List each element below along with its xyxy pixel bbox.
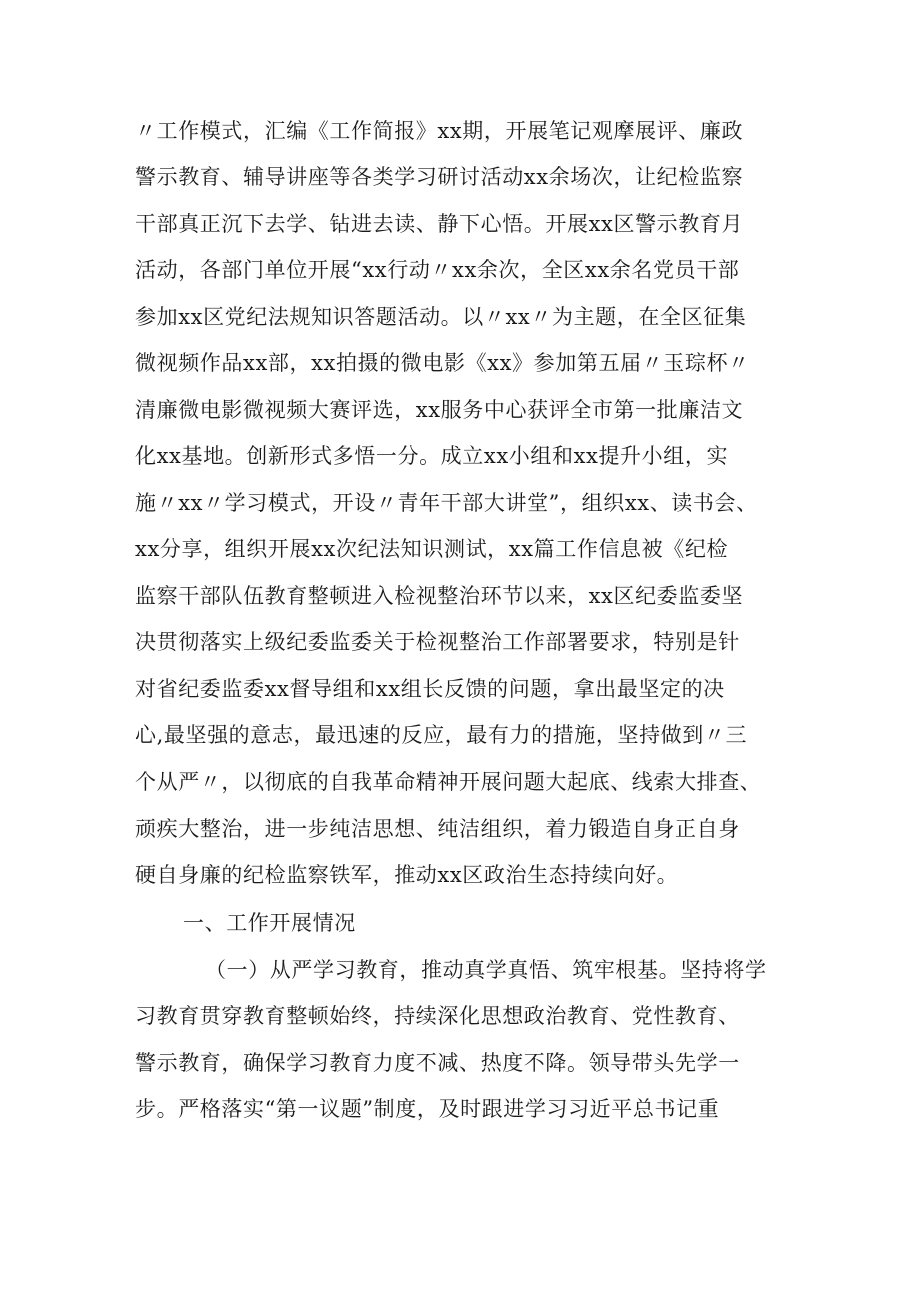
text-line: 顽疾大整治，进一步纯洁思想、纯洁组织，着力锻造自身正自身 [135,817,740,841]
text-line: 活动，各部门单位开展“xx行动〃xx余次，全区xx余名党员干部 [135,258,740,282]
text-line: 个从严〃，以彻底的自我革命精神开展问题大起底、线索大排查、 [135,770,762,794]
text-line: 步。严格落实“第一议题”制度，及时跟进学习习近平总书记重 [135,1097,720,1121]
text-line: 心,最坚强的意志，最迅速的反应，最有力的措施，坚持做到〃三 [135,723,748,747]
text-line: 对省纪委监委xx督导组和xx组长反馈的问题，拿出最坚定的决 [135,677,725,701]
text-line: 硬自身廉的纪检监察铁军，推动xx区政治生态持续向好。 [135,863,679,887]
text-line: 警示教育，确保学习教育力度不减、热度不降。领导带头先学一 [135,1051,740,1075]
text-line: 干部真正沉下去学、钻进去读、静下心悟。开展xx区警示教育月 [135,212,744,236]
text-line: 清廉微电影微视频大赛评选，xx服务中心获评全市第一批廉洁文 [135,398,744,422]
text-line: 参加xx区党纪法规知识答题活动。以〃xx〃为主题，在全区征集 [135,305,747,329]
text-line: 习教育贯穿教育整顿始终，持续深化思想政治教育、党性教育、 [135,1004,740,1028]
text-line: 监察干部队伍教育整顿进入检视整治环节以来，xx区纪委监委坚 [135,584,744,608]
text-line: 警示教育、辅导讲座等各类学习研讨活动xx余场次，让纪检监察 [135,165,744,189]
text-line: 化xx基地。创新形式多悟一分。成立xx小组和xx提升小组，实 [135,444,729,468]
text-line: 施〃xx〃学习模式，开设〃青年干部大讲堂”，组织xx、读书会、 [135,491,758,515]
section-heading: 一、工作开展情况 [183,911,356,935]
text-line: 决贯彻落实上级纪委监委关于检视整治工作部署要求，特别是针 [135,630,740,654]
text-line: 〃工作模式，汇编《工作简报》xx期，开展笔记观摩展评、廉政 [135,119,744,143]
text-line: （一）从严学习教育，推动真学真悟、筑牢根基。坚持将学 [205,958,767,982]
text-line: xx分享，组织开展xx次纪法知识测试，xx篇工作信息被《纪检 [135,537,729,561]
text-line: 微视频作品xx部，xx拍摄的微电影《xx》参加第五届〃玉琮杯〃 [135,351,750,375]
